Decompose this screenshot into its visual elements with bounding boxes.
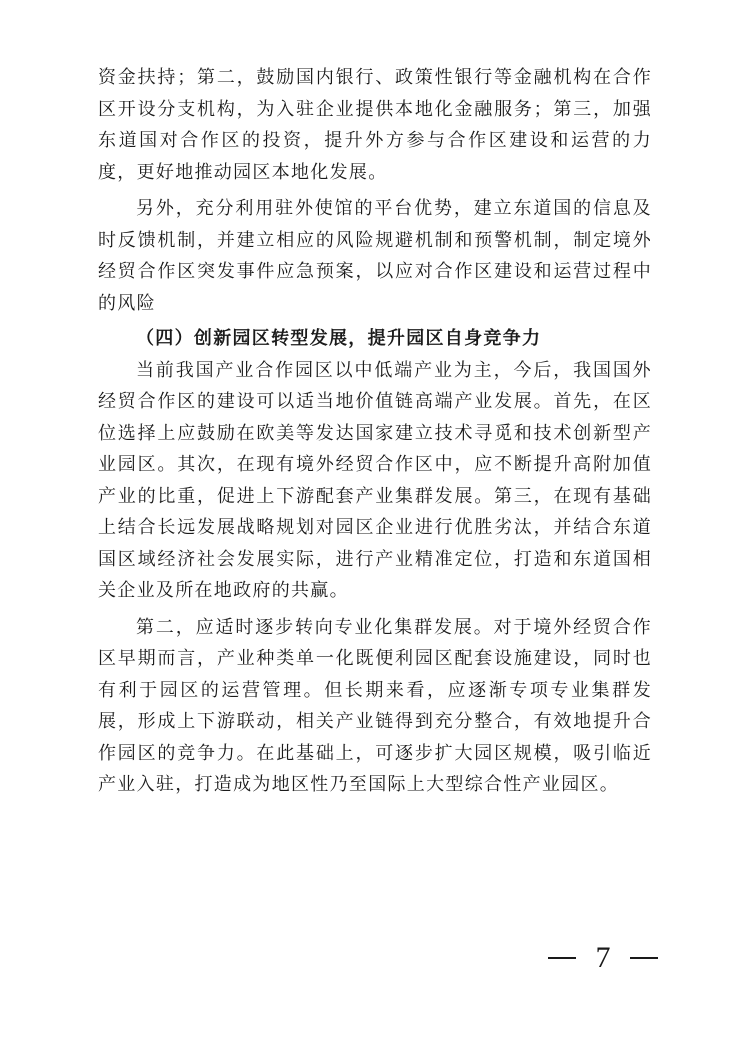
paragraph-cluster-development: 第二，应适时逐步转向专业化集群发展。对于境外经贸合作区早期而言，产业种类单一化既便利园区配套设施建设，同时也有利于园区的运营管理。但长期来看，应逐渐专项专业集群发展，形成上下游联动，相关产业链得到充分整合，有效地提升合作园区的竞争力。在此基础上，可逐步扩大园区规模，吸引临近产业入驻，打造成为地区性乃至国际上大型综合性产业园区。: [98, 616, 652, 795]
paragraph-finance-support: 资金扶持；第二，鼓励国内银行、政策性银行等金融机构在合作区开设分支机构，为入驻企业提供本地化金融服务；第三，加强东道国对合作区的投资，提升外方参与合作区建设和运营的力度，更好地推动园区本地化发展。: [98, 67, 652, 183]
page-footer: [548, 938, 658, 978]
left-dash-divider: [548, 957, 576, 959]
section-heading: （四）创新园区转型发展，提升园区自身竞争力: [136, 328, 542, 349]
paragraph-risk-mechanism: 另外，充分利用驻外使馆的平台优势，建立东道国的信息及时反馈机制，并建立相应的风险规避机制和预警机制，制定境外经贸合作区突发事件应急预案，以应对合作区建设和运营过程中的风险: [98, 198, 652, 314]
document-body: [98, 62, 652, 801]
page-number: 7: [595, 941, 611, 974]
right-dash-divider: [630, 957, 658, 959]
paragraph-industry-upgrade: 当前我国产业合作园区以中低端产业为主，今后，我国国外经贸合作区的建设可以适当地价值链高端产业发展。首先，在区位选择上应鼓励在欧美等发达国家建立技术寻觅和技术创新型产业园区。其次，在现有境外经贸合作区中，应不断提升高附加值产业的比重，促进上下游配套产业集群发展。第三，在现有基础上结合长远发展战略规划对园区企业进行优胜劣汰，并结合东道国区域经济社会发展实际，进行产业精准定位，打造和东道国相关企业及所在地政府的共赢。: [98, 359, 652, 601]
